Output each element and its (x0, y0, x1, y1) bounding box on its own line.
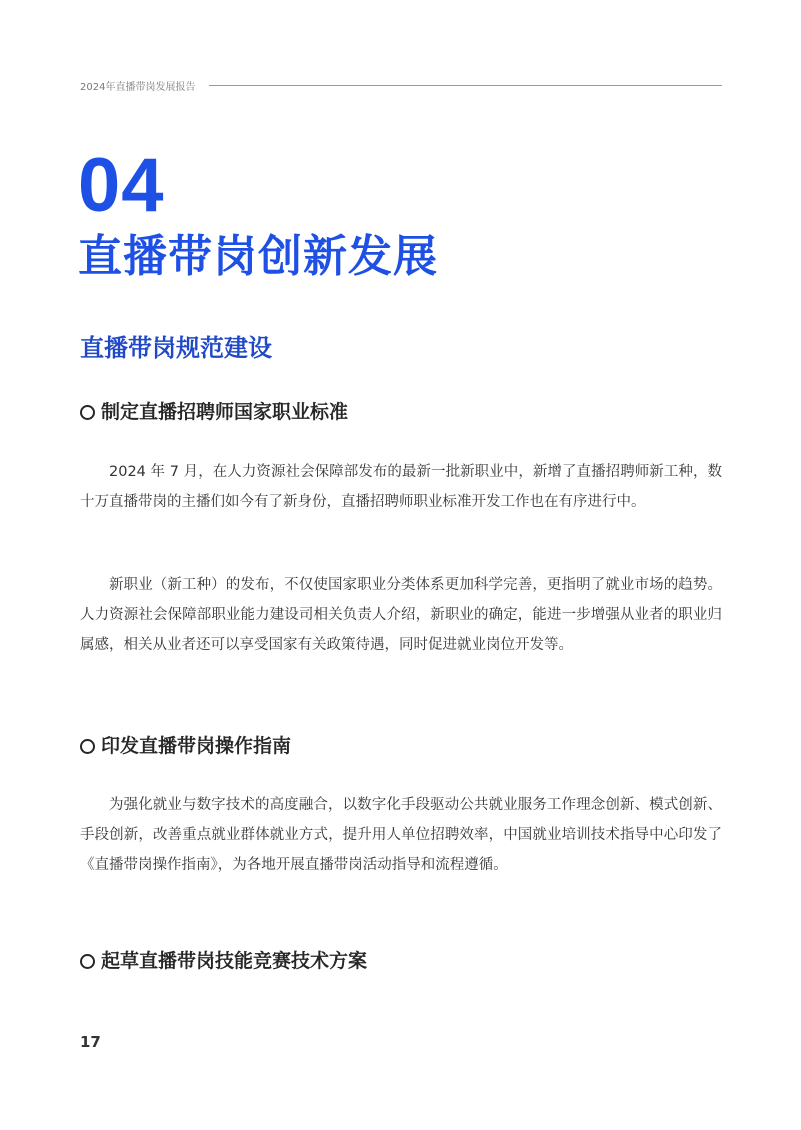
section-title: 直播带岗规范建设 (80, 334, 272, 362)
subsection-heading (80, 947, 367, 975)
subsection-title: 起草直播带岗技能竞赛技术方案 (101, 950, 368, 972)
circle-bullet-icon (80, 739, 95, 754)
report-title: 2024年直播带岗发展报告 (80, 81, 196, 93)
body-paragraph: 为强化就业与数字技术的高度融合，以数字化手段驱动公共就业服务工作理念创新、模式创新、手段创新，改善重点就业群体就业方式，提升用人单位招聘效率，中国就业培训技术指导中心印发了《直播带岗操作指南》，为各地开展直播带岗活动指导和流程遵循。 (80, 797, 722, 873)
circle-bullet-icon (80, 405, 95, 420)
subsection-heading (80, 398, 348, 426)
circle-bullet-icon (80, 954, 95, 969)
page-number: 17 (80, 1033, 101, 1051)
subsection-title: 印发直播带岗操作指南 (101, 735, 292, 757)
body-paragraph: 2024 年 7 月，在人力资源社会保障部发布的最新一批新职业中，新增了直播招聘师新工种，数十万直播带岗的主播们如今有了新身份，直播招聘师职业标准开发工作也在有序进行中。 (80, 464, 722, 510)
chapter-title: 直播带岗创新发展 (78, 231, 438, 282)
subsection-title: 制定直播招聘师国家职业标准 (101, 401, 349, 423)
header-divider (209, 85, 722, 86)
subsection-heading (80, 732, 291, 760)
body-paragraph: 新职业（新工种）的发布，不仅使国家职业分类体系更加科学完善，更指明了就业市场的趋势。人力资源社会保障部职业能力建设司相关负责人介绍，新职业的确定，能进一步增强从业者的职业归属感，相关从业者还可以享受国家有关政策待遇，同时促进就业岗位开发等。 (80, 577, 722, 653)
chapter-number: 04 (78, 143, 165, 228)
running-header (80, 78, 722, 92)
